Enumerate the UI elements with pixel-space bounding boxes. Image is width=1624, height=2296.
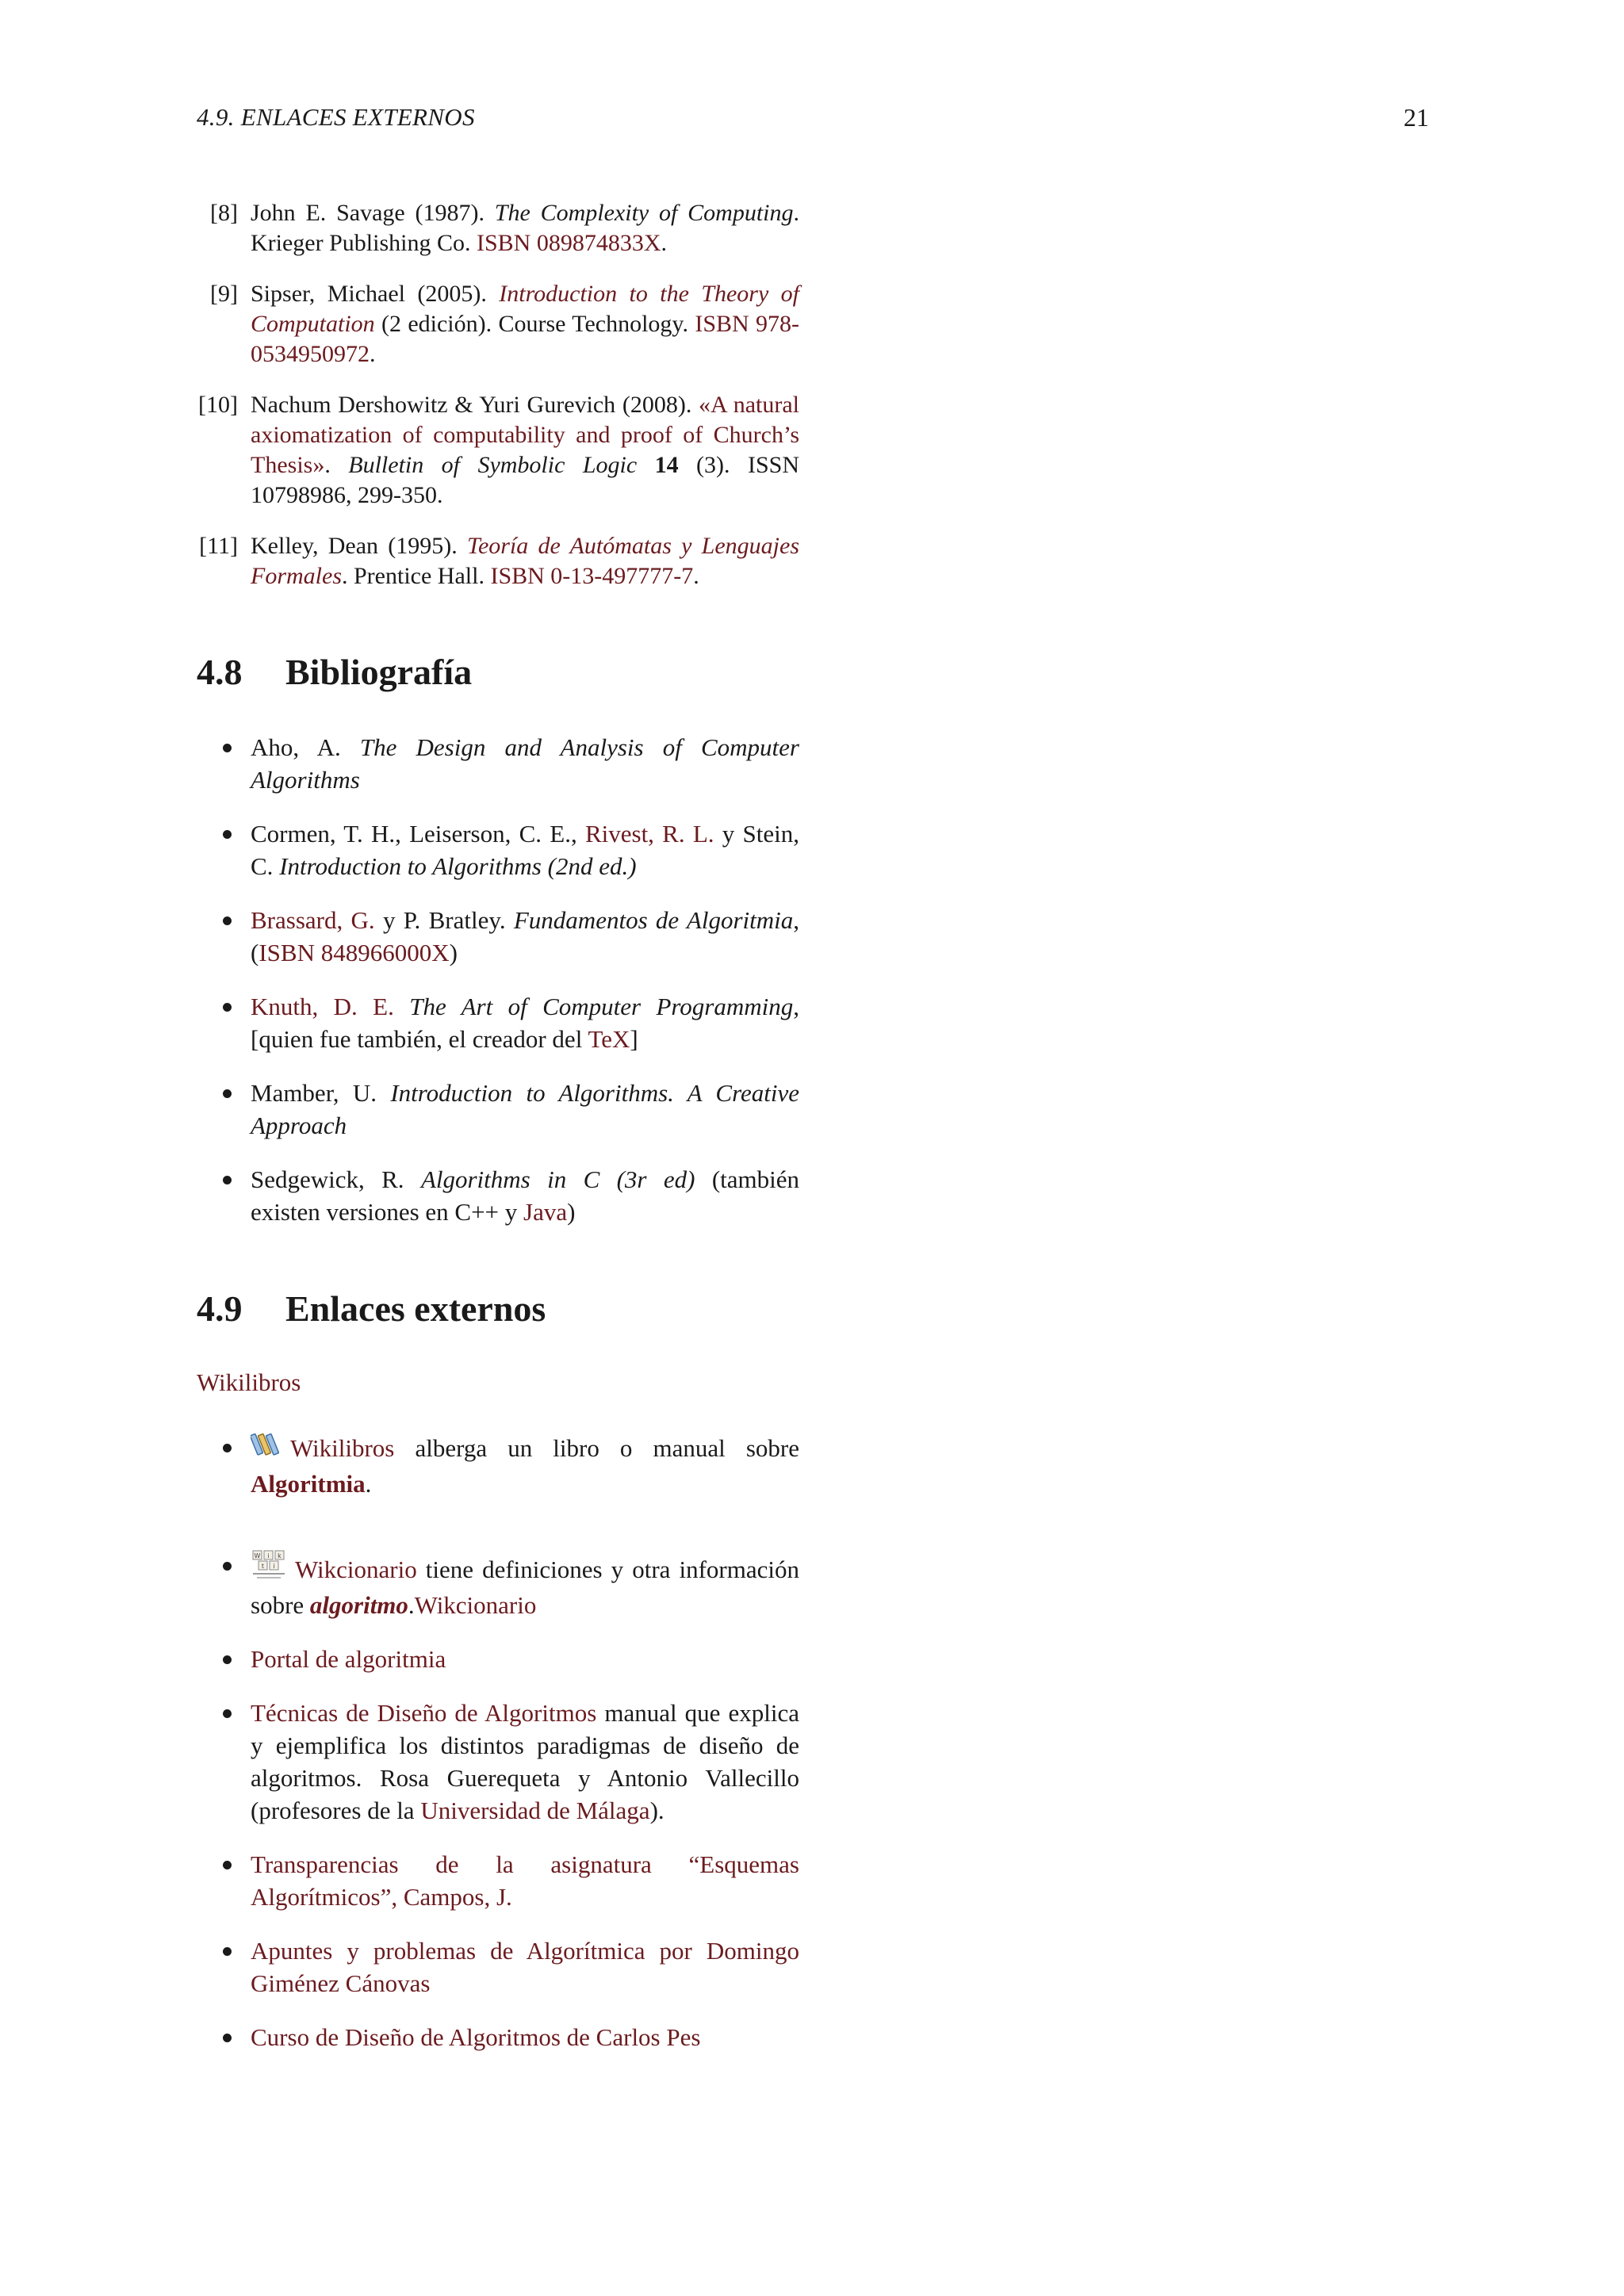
wikilibros-label bbox=[197, 1368, 799, 1398]
bullet-icon bbox=[223, 744, 232, 752]
section-heading-enlaces bbox=[197, 1287, 799, 1331]
wikcionario-link-2[interactable]: Wikcionario bbox=[414, 1591, 537, 1619]
list-item: Mamber, U. Introduction to Algorithms. A Creative Approach bbox=[197, 1077, 799, 1142]
book-title: The Complexity of Computing bbox=[494, 200, 794, 226]
svg-text:W: W bbox=[254, 1552, 261, 1559]
isbn-link[interactable]: ISBN 978-0534950972 bbox=[251, 311, 799, 367]
transparencias-link[interactable]: Transparencias de la asignatura “Esquemas Algorítmicos”, Campos, J. bbox=[251, 1850, 799, 1911]
running-header: 4.9. ENLACES EXTERNOS bbox=[197, 103, 475, 131]
list-item: W i k t i Wikcionario tiene definiciones y otra información sobre algoritmo.Wikcionario bbox=[197, 1549, 799, 1621]
journal-title: Bulletin of Symbolic Logic bbox=[348, 452, 638, 478]
list-item: Knuth, D. E. The Art of Computer Programming, [quien fue también, el creador del TeX] bbox=[197, 990, 799, 1055]
svg-text:k: k bbox=[278, 1552, 282, 1559]
tecnicas-link[interactable]: Técnicas de Diseño de Algoritmos bbox=[251, 1699, 597, 1727]
bullet-icon bbox=[223, 830, 232, 839]
list-item bbox=[197, 1934, 799, 1999]
portal-link[interactable]: Portal de algoritmia bbox=[251, 1645, 446, 1673]
bullet-icon bbox=[223, 1709, 232, 1718]
author-link[interactable]: Knuth, D. E. bbox=[251, 993, 394, 1020]
reference-item: [10] Nachum Dershowitz & Yuri Gurevich (2008). «A natural axiomatization of computability and proof of Church’s Thesis». Bulletin of Symbolic Logic 14 (3). ISSN 10798986, 299-350. bbox=[197, 390, 799, 511]
author-link[interactable]: Brassard, G. bbox=[251, 906, 375, 934]
bullet-icon bbox=[223, 2034, 232, 2042]
list-item bbox=[197, 1848, 799, 1913]
list-item: Cormen, T. H., Leiserson, C. E., Rivest, R. L. y Stein, C. Introduction to Algorithms (2nd ed.) bbox=[197, 817, 799, 882]
algoritmia-link[interactable]: Algoritmia bbox=[251, 1470, 366, 1498]
list-item: Sedgewick, R. Algorithms in C (3r ed) (también existen versiones en C++ y Java) bbox=[197, 1163, 799, 1228]
java-link[interactable]: Java bbox=[523, 1198, 568, 1226]
isbn-link[interactable]: ISBN 089874833X bbox=[477, 230, 661, 256]
bullet-icon bbox=[223, 1089, 232, 1098]
section-title: Enlaces externos bbox=[285, 1288, 546, 1329]
list-item bbox=[197, 1643, 799, 1675]
section-number: 4.8 bbox=[197, 652, 243, 692]
bullet-icon bbox=[223, 1444, 232, 1452]
bullet-icon bbox=[223, 1655, 232, 1664]
wikilibros-link[interactable]: Wikilibros bbox=[197, 1368, 301, 1396]
list-item bbox=[197, 2021, 799, 2053]
reference-number: [10] bbox=[198, 392, 238, 418]
bullet-icon bbox=[223, 1861, 232, 1869]
main-column bbox=[197, 198, 799, 2075]
reference-item: [9] Sipser, Michael (2005). Introduction to the Theory of Computation (2 edición). Course Technology. ISBN 978-0534950972. bbox=[197, 279, 799, 369]
author-link[interactable]: Rivest, R. L. bbox=[584, 820, 714, 848]
book-title-link[interactable]: Teoría de Autómatas y Lenguajes Formales bbox=[251, 533, 800, 589]
reference-item: [8] John E. Savage (1987). The Complexity of Computing. Krieger Publishing Co. ISBN 089874833X. bbox=[197, 198, 799, 258]
reference-item: [11] Kelley, Dean (1995). Teoría de Autómatas y Lenguajes Formales. Prentice Hall. ISBN 0-13-497777-7. bbox=[197, 531, 799, 591]
bullet-icon bbox=[223, 1176, 232, 1184]
svg-text:i: i bbox=[267, 1552, 270, 1559]
volume: 14 bbox=[654, 452, 679, 478]
algoritmo-link[interactable]: algoritmo bbox=[309, 1591, 408, 1619]
bibliography-list bbox=[197, 731, 799, 1228]
page-number: 21 bbox=[1404, 103, 1429, 132]
bullet-icon bbox=[223, 1003, 232, 1012]
section-heading-bibliografia bbox=[197, 650, 799, 695]
curso-link[interactable]: Curso de Diseño de Algoritmos de Carlos Pes bbox=[251, 2023, 701, 2051]
reference-number: [9] bbox=[210, 281, 238, 307]
wikibooks-icon bbox=[251, 1431, 282, 1468]
svg-text:t: t bbox=[261, 1563, 265, 1570]
list-item: Técnicas de Diseño de Algoritmos manual que explica y ejemplifica los distintos paradigmas de diseño de algoritmos. Rosa Guerequeta y Antonio Vallecillo (profesores de la Universidad de Málaga). bbox=[197, 1697, 799, 1827]
section-title: Bibliografía bbox=[285, 652, 473, 692]
wikcionario-link[interactable]: Wikcionario bbox=[295, 1556, 417, 1583]
list-item: Brassard, G. y P. Bratley. Fundamentos de Algoritmia, (ISBN 848966000X) bbox=[197, 904, 799, 969]
list-item: Aho, A. The Design and Analysis of Computer Algorithms bbox=[197, 731, 799, 796]
book-title-link[interactable]: Introduction to the Theory of Computation bbox=[251, 281, 799, 337]
isbn-link[interactable]: ISBN 0-13-497777-7 bbox=[490, 563, 694, 589]
external-links-list bbox=[197, 1431, 799, 2053]
tex-link[interactable]: TeX bbox=[588, 1025, 630, 1053]
section-number: 4.9 bbox=[197, 1288, 243, 1329]
bullet-icon bbox=[223, 916, 232, 925]
apuntes-link[interactable]: Apuntes y problemas de Algorítmica por Domingo Giménez Cánovas bbox=[251, 1937, 799, 1997]
wiktionary-icon bbox=[251, 1549, 287, 1589]
isbn-link[interactable]: ISBN 848966000X bbox=[259, 939, 450, 966]
reference-number: [11] bbox=[199, 533, 238, 559]
reference-number: [8] bbox=[210, 200, 238, 226]
bullet-icon bbox=[223, 1562, 232, 1571]
universidad-link[interactable]: Universidad de Málaga bbox=[420, 1797, 650, 1824]
bullet-icon bbox=[223, 1947, 232, 1956]
list-item: Wikilibros alberga un libro o manual sobre Algoritmia. bbox=[197, 1431, 799, 1500]
svg-text:i: i bbox=[273, 1563, 275, 1570]
article-link[interactable]: «A natural axiomatization of computability and proof of Church’s Thesis» bbox=[251, 392, 799, 478]
wikilibros-link[interactable]: Wikilibros bbox=[290, 1434, 395, 1462]
